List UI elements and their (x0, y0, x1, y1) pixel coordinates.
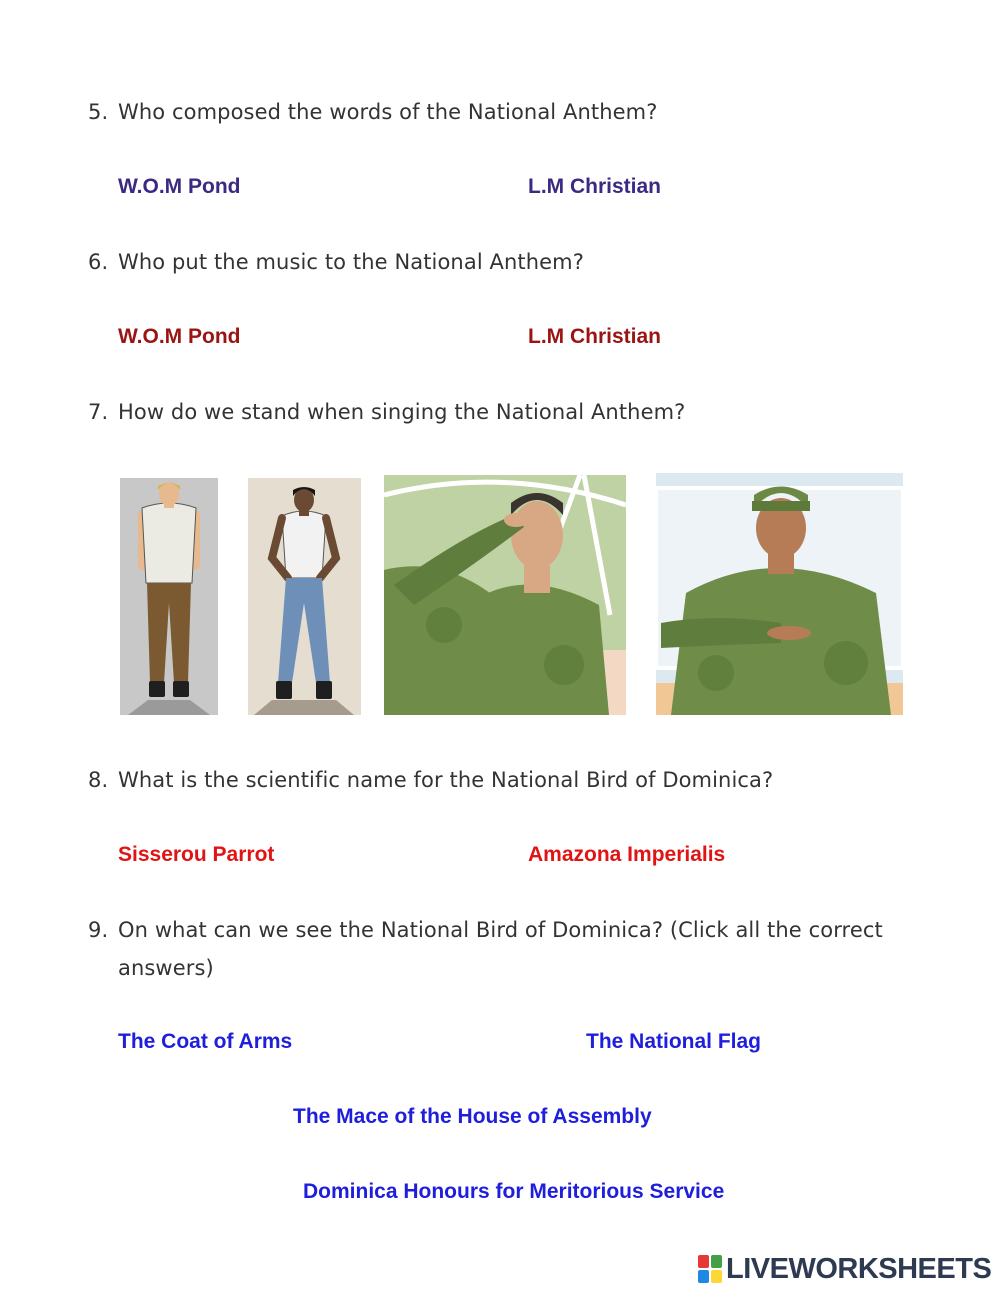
option-wom-pond[interactable]: W.O.M Pond (118, 325, 241, 348)
option-coat-of-arms[interactable]: The Coat of Arms (118, 1030, 293, 1053)
standing-man-image[interactable] (120, 478, 218, 715)
option-mace-house-of-assembly[interactable]: The Mace of the House of Assembly (293, 1105, 652, 1128)
question-6 (88, 250, 584, 274)
question-text: Who composed the words of the National Anthem? (118, 100, 658, 124)
option-lm-christian[interactable]: L.M Christian (528, 175, 662, 198)
liveworksheets-logo (698, 1254, 991, 1284)
question-number: 7. (88, 400, 109, 424)
question-9 (88, 918, 948, 942)
question-text: What is the scientific name for the National Bird of Dominica? (118, 768, 774, 792)
question-text: On what can we see the National Bird of Dominica? (Click all the correct (118, 918, 883, 942)
question-5 (88, 100, 657, 124)
standing-woman-image[interactable] (248, 478, 361, 715)
question-text: How do we stand when singing the National Anthem? (118, 400, 686, 424)
question-8 (88, 768, 773, 792)
liveworksheets-logo-text: LIVEWORKSHEETS (726, 1252, 992, 1285)
option-dominica-honours[interactable]: Dominica Honours for Meritorious Service (303, 1180, 725, 1203)
option-wom-pond[interactable]: W.O.M Pond (118, 175, 241, 198)
option-sisserou-parrot[interactable]: Sisserou Parrot (118, 843, 275, 866)
option-national-flag[interactable]: The National Flag (586, 1030, 762, 1053)
question-9-continuation: answers) (118, 956, 214, 980)
saluting-soldier-image[interactable] (384, 475, 626, 715)
question-text: Who put the music to the National Anthem? (118, 250, 584, 274)
liveworksheets-logo-icon (698, 1255, 722, 1283)
question-number: 5. (88, 100, 109, 124)
option-lm-christian[interactable]: L.M Christian (528, 325, 662, 348)
question-number: 9. (88, 918, 109, 942)
question-7 (88, 400, 685, 424)
soldier-hand-chest-image[interactable] (656, 473, 903, 715)
option-amazona-imperialis[interactable]: Amazona Imperialis (528, 843, 726, 866)
question-number: 8. (88, 768, 109, 792)
question-number: 6. (88, 250, 109, 274)
